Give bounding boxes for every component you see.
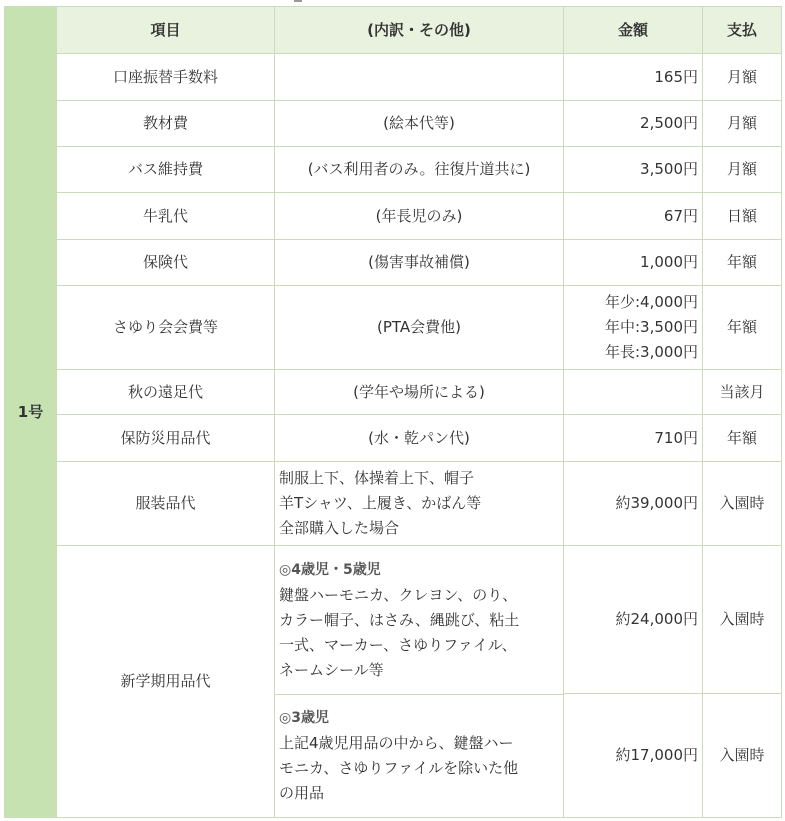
fee-details: (バス利用者のみ。往復片道共に) <box>275 147 564 193</box>
fee-payment: 年額 <box>703 286 782 370</box>
fee-payment: 日額 <box>703 193 782 240</box>
table-row <box>5 546 782 694</box>
fee-payment: 年額 <box>703 240 782 286</box>
header-details: (内訳・その他) <box>275 7 564 54</box>
table-row <box>5 462 782 546</box>
fee-amount: 2,500円 <box>564 101 703 147</box>
amount-line: 年長:3,000円 <box>605 343 698 361</box>
fee-payment: 当該月 <box>703 370 782 415</box>
fee-details <box>275 54 564 101</box>
fee-payment: 入園時 <box>703 546 782 694</box>
fee-details: (年長児のみ) <box>275 193 564 240</box>
table-row <box>5 54 782 101</box>
fee-amount: 約17,000円 <box>564 694 703 818</box>
fee-amount: 165円 <box>564 54 703 101</box>
fee-amount: 約24,000円 <box>564 546 703 694</box>
amount-line: 年中:3,500円 <box>605 318 698 336</box>
fee-details: (PTA会費他) <box>275 286 564 370</box>
details-line: 制服上下、体操着上下、帽子 <box>279 469 475 487</box>
fee-payment: 月額 <box>703 101 782 147</box>
details-line: モニカ、さゆりファイルを除いた他 <box>279 759 519 777</box>
details-line: の用品 <box>279 784 325 802</box>
table-row <box>5 101 782 147</box>
fee-amount: 約39,000円 <box>564 462 703 546</box>
amount-line: 年少:4,000円 <box>605 293 698 311</box>
details-line: 全部購入した場合 <box>279 519 400 537</box>
fee-item: さゆり会会費等 <box>57 286 275 370</box>
table-row <box>5 147 782 193</box>
supplies-group-older <box>275 546 564 695</box>
fee-payment: 月額 <box>703 147 782 193</box>
fee-amount: 710円 <box>564 415 703 462</box>
fee-details: (絵本代等) <box>275 101 564 147</box>
group-title: ◎3歳児 <box>279 710 329 726</box>
details-line: 上記4歳児用品の中から、鍵盤ハー <box>279 734 514 752</box>
details-line: 鍵盤ハーモニカ、クレヨン、のり、 <box>279 585 518 604</box>
fee-payment: 月額 <box>703 54 782 101</box>
fee-amount <box>564 370 703 415</box>
top-divider-mark <box>294 0 302 2</box>
fee-amount-by-grade <box>564 286 703 370</box>
table-row <box>5 415 782 462</box>
header-row <box>5 7 782 54</box>
details-line: ネームシール等 <box>279 660 384 679</box>
category-label: 1号 <box>5 7 57 818</box>
fee-item: 保防災用品代 <box>57 415 275 462</box>
fee-item: 保険代 <box>57 240 275 286</box>
fee-table <box>4 6 782 818</box>
fee-item: 教材費 <box>57 101 275 147</box>
details-line: カラー帽子、はさみ、縄跳び、粘土 <box>279 610 520 629</box>
details-line: 羊Tシャツ、上履き、かばん等 <box>279 494 482 512</box>
fee-item: バス維持費 <box>57 147 275 193</box>
supplies-group-younger <box>275 695 564 818</box>
header-amount: 金額 <box>564 7 703 54</box>
fee-details: (水・乾パン代) <box>275 415 564 462</box>
fee-amount: 1,000円 <box>564 240 703 286</box>
details-line: 一式、マーカー、さゆりファイル、 <box>279 635 517 654</box>
table-row <box>5 370 782 415</box>
group-title: ◎4歳児・5歳児 <box>279 561 381 578</box>
fee-item: 秋の遠足代 <box>57 370 275 415</box>
fee-item: 牛乳代 <box>57 193 275 240</box>
fee-payment: 入園時 <box>703 462 782 546</box>
fee-details: (傷害事故補償) <box>275 240 564 286</box>
table-row <box>5 193 782 240</box>
fee-item: 服装品代 <box>57 462 275 546</box>
fee-details-multiline <box>275 462 564 546</box>
fee-payment: 入園時 <box>703 694 782 818</box>
fee-amount: 67円 <box>564 193 703 240</box>
table-row <box>5 286 782 370</box>
fee-amount: 3,500円 <box>564 147 703 193</box>
fee-payment: 年額 <box>703 415 782 462</box>
fee-item: 口座振替手数料 <box>57 54 275 101</box>
table-row <box>5 240 782 286</box>
fee-details: (学年や場所による) <box>275 370 564 415</box>
fee-item: 新学期用品代 <box>57 546 275 818</box>
header-item: 項目 <box>57 7 275 54</box>
header-payment: 支払 <box>703 7 782 54</box>
